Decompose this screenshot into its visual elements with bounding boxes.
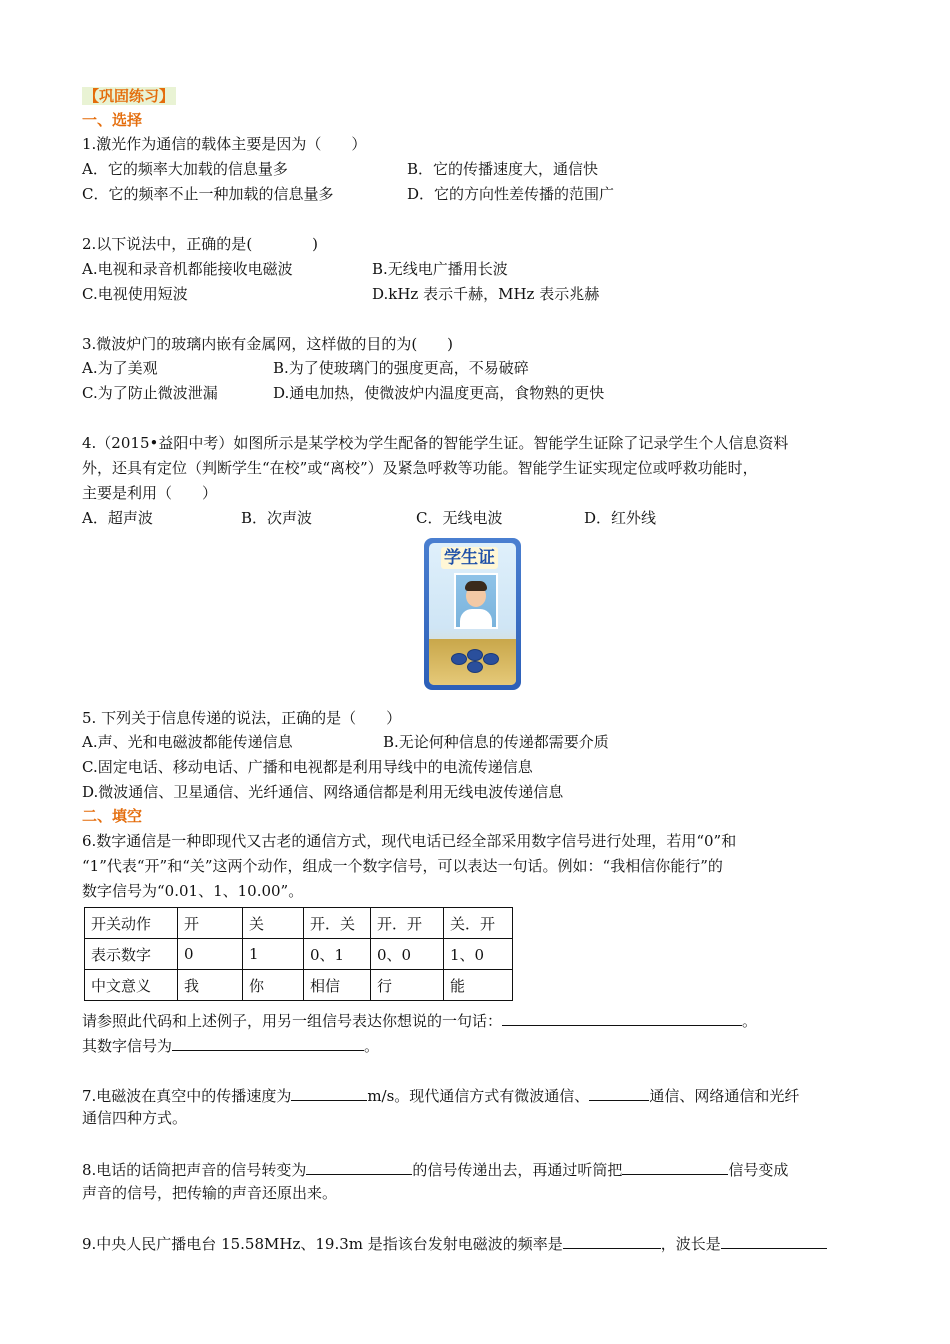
q3-option-a: A.为了美观 [82,359,158,377]
q8-line2: 声音的信号，把传输的声音还原出来。 [82,1184,338,1202]
q7-line1: 7.电磁波在真空中的传播速度为 m/s。现代通信方式有微波通信、 通信、网络通信和光纤 [82,1084,799,1106]
table-cell: 我 [178,970,243,1001]
q6-line2: “1”代表“开”和“关”这两个动作，组成一个数字信号，可以表达一句话。例如：“我相信你能行”的 [82,857,723,875]
q2-option-b: B.无线电广播用长波 [372,260,508,278]
q2-stem: 2.以下说法中，正确的是( ) [82,235,319,253]
student-photo [454,573,498,629]
table-row [85,908,513,939]
q2-option-c: C.电视使用短波 [82,285,188,303]
table-cell: 开．关 [304,908,371,939]
table-row [85,939,513,970]
q1-option-b: B．它的传播速度大，通信快 [407,160,599,178]
answer-blank[interactable] [306,1158,412,1175]
q1-stem: 1.激光作为通信的载体主要是因为（ ） [82,135,367,153]
table-cell: 开关动作 [85,908,178,939]
answer-blank[interactable] [172,1034,364,1051]
q5-option-a: A.声、光和电磁波都能传递信息 [82,733,293,751]
table-cell: 能 [444,970,513,1001]
q4-option-a: A．超声波 [82,509,153,527]
table-cell: 关 [243,908,304,939]
answer-blank[interactable] [502,1009,742,1026]
part1-title: 一、选择 [82,111,143,129]
q6-line3: 数字信号为“0.01、1、10.00”。 [82,882,304,900]
table-row [85,970,513,1001]
card-wave-decoration [429,639,516,685]
q6-after1: 请参照此代码和上述例子，用另一组信号表达你想说的一句话： 。 [82,1009,757,1031]
q4-line1: 4.（2015•益阳中考）如图所示是某学校为学生配备的智能学生证。智能学生证除了记录学生个人信息资料 [82,434,789,452]
q3-option-b: B.为了使玻璃门的强度更高，不易破碎 [273,359,529,377]
table-cell: 0、1 [304,939,371,970]
answer-blank[interactable] [291,1084,367,1101]
q2-option-a: A.电视和录音机都能接收电磁波 [82,260,293,278]
q7-line2: 通信四种方式。 [82,1109,188,1127]
answer-blank[interactable] [589,1084,649,1101]
q2-option-d: D.kHz 表示千赫，MHz 表示兆赫 [372,285,600,303]
answer-blank[interactable] [721,1232,827,1249]
q1-option-c: C．它的频率不止一种加载的信息量多 [82,185,334,203]
q6-line1: 6.数字通信是一种即现代又古老的通信方式，现代电话已经全部采用数字信号进行处理，若用“0”和 [82,832,737,850]
table-cell: 1 [243,939,304,970]
table-cell: 你 [243,970,304,1001]
answer-blank[interactable] [622,1158,728,1175]
table-cell: 0 [178,939,243,970]
q5-stem: 5. 下列关于信息传递的说法，正确的是（ ） [82,709,402,727]
table-cell: 行 [371,970,444,1001]
q4-option-c: C．无线电波 [416,509,503,527]
table-cell: 0、0 [371,939,444,970]
q4-line3: 主要是利用（ ） [82,484,218,502]
answer-blank[interactable] [563,1232,661,1249]
q5-option-c: C.固定电话、移动电话、广播和电视都是利用导线中的电流传递信息 [82,758,533,776]
table-cell: 1、0 [444,939,513,970]
q5-option-b: B.无论何种信息的传递都需要介质 [383,733,609,751]
table-cell: 开 [178,908,243,939]
student-card-title: 学生证 [441,547,498,569]
section-title: 【巩固练习】 [84,87,175,105]
table-cell: 关．开 [444,908,513,939]
q1-option-a: A．它的频率大加载的信息量多 [82,160,288,178]
q4-option-d: D．红外线 [584,509,657,527]
q8-line1: 8.电话的话筒把声音的信号转变为 的信号传递出去，再通过听筒把 信号变成 [82,1158,788,1180]
q3-option-d: D.通电加热，使微波炉内温度更高，食物熟的更快 [273,384,605,402]
table-cell: 开．开 [371,908,444,939]
student-card-image [424,538,521,690]
q9-line1: 9.中央人民广播电台 15.58MHz、19.3m 是指该台发射电磁波的频率是 ，波长是 [82,1232,827,1254]
table-cell: 相信 [304,970,371,1001]
q4-option-b: B．次声波 [241,509,313,527]
q3-stem: 3.微波炉门的玻璃内嵌有金属网，这样做的目的为( ) [82,335,454,353]
code-table [84,907,513,1001]
part2-title: 二、填空 [82,807,143,825]
q6-after2: 其数字信号为 。 [82,1034,379,1056]
q5-option-d: D.微波通信、卫星通信、光纤通信、网络通信都是利用无线电波传递信息 [82,783,564,801]
q3-option-c: C.为了防止微波泄漏 [82,384,218,402]
q1-option-d: D．它的方向性差传播的范围广 [407,185,615,203]
table-cell: 中文意义 [85,970,178,1001]
q4-line2: 外，还具有定位（判断学生“在校”或“离校”）及紧急呼救等功能。智能学生证实现定位或呼救功能时， [82,459,758,477]
table-cell: 表示数字 [85,939,178,970]
